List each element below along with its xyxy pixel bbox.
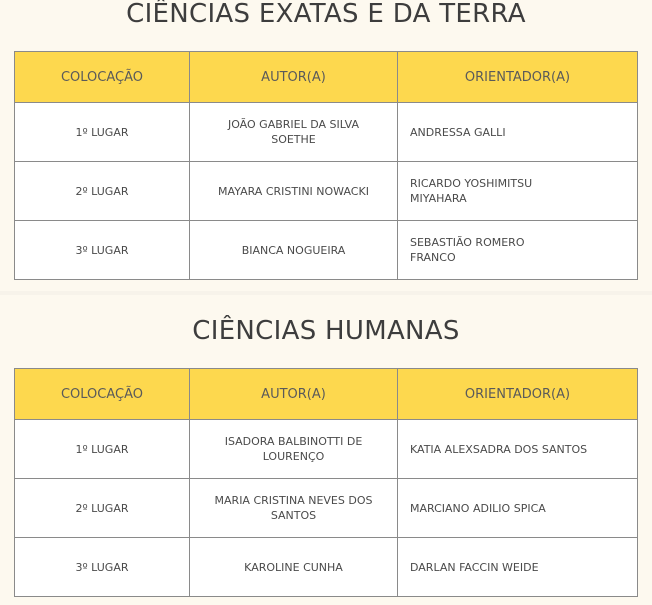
orientador-name: ANDRESSA GALLI xyxy=(410,125,506,139)
cell-colocacao: 2º LUGAR xyxy=(15,162,190,221)
table-row xyxy=(15,538,638,597)
header-orientador: ORIENTADOR(A) xyxy=(398,369,638,420)
orientador-name: RICARDO YOSHIMITSU MIYAHARA xyxy=(410,177,533,205)
cell-autor xyxy=(190,221,398,280)
orientador-name: DARLAN FACCIN WEIDE xyxy=(410,560,539,574)
autor-name: BIANCA NOGUEIRA xyxy=(241,243,346,257)
cell-autor xyxy=(190,538,398,597)
cell-autor xyxy=(190,103,398,162)
autor-name: JOÃO GABRIEL DA SILVA SOETHE xyxy=(227,118,360,146)
section-exatas-terra xyxy=(0,0,652,291)
header-autor: AUTOR(A) xyxy=(190,369,398,420)
section-title: CIÊNCIAS HUMANAS xyxy=(192,316,460,346)
cell-autor xyxy=(190,420,398,479)
section-title: CIÊNCIAS EXATAS E DA TERRA xyxy=(126,0,526,29)
table-row xyxy=(15,479,638,538)
cell-orientador xyxy=(398,420,638,479)
cell-orientador xyxy=(398,221,638,280)
cell-colocacao: 3º LUGAR xyxy=(15,538,190,597)
cell-colocacao: 1º LUGAR xyxy=(15,420,190,479)
table-row xyxy=(15,162,638,221)
autor-name: ISADORA BALBINOTTI DE LOURENÇO xyxy=(224,435,363,463)
table-header-row xyxy=(15,369,638,420)
orientador-name: MARCIANO ADILIO SPICA xyxy=(410,501,546,515)
cell-autor xyxy=(190,479,398,538)
table-row xyxy=(15,221,638,280)
cell-orientador xyxy=(398,103,638,162)
cell-autor xyxy=(190,162,398,221)
section-humanas xyxy=(0,295,652,605)
table-header-row xyxy=(15,52,638,103)
orientador-name: KATIA ALEXSADRA DOS SANTOS xyxy=(410,442,588,456)
cell-colocacao: 3º LUGAR xyxy=(15,221,190,280)
autor-name: MAYARA CRISTINI NOWACKI xyxy=(218,184,369,198)
cell-orientador xyxy=(398,162,638,221)
results-table xyxy=(14,51,638,280)
results-table xyxy=(14,368,638,597)
table-row xyxy=(15,420,638,479)
cell-colocacao: 2º LUGAR xyxy=(15,479,190,538)
orientador-name: SEBASTIÃO ROMERO FRANCO xyxy=(410,236,525,264)
cell-orientador xyxy=(398,479,638,538)
header-autor: AUTOR(A) xyxy=(190,52,398,103)
cell-orientador xyxy=(398,538,638,597)
header-colocacao: COLOCAÇÃO xyxy=(15,52,190,103)
cell-colocacao: 1º LUGAR xyxy=(15,103,190,162)
autor-name: KAROLINE CUNHA xyxy=(244,560,343,574)
table-row xyxy=(15,103,638,162)
autor-name: MARIA CRISTINA NEVES DOS SANTOS xyxy=(214,494,373,522)
header-orientador: ORIENTADOR(A) xyxy=(398,52,638,103)
header-colocacao: COLOCAÇÃO xyxy=(15,369,190,420)
